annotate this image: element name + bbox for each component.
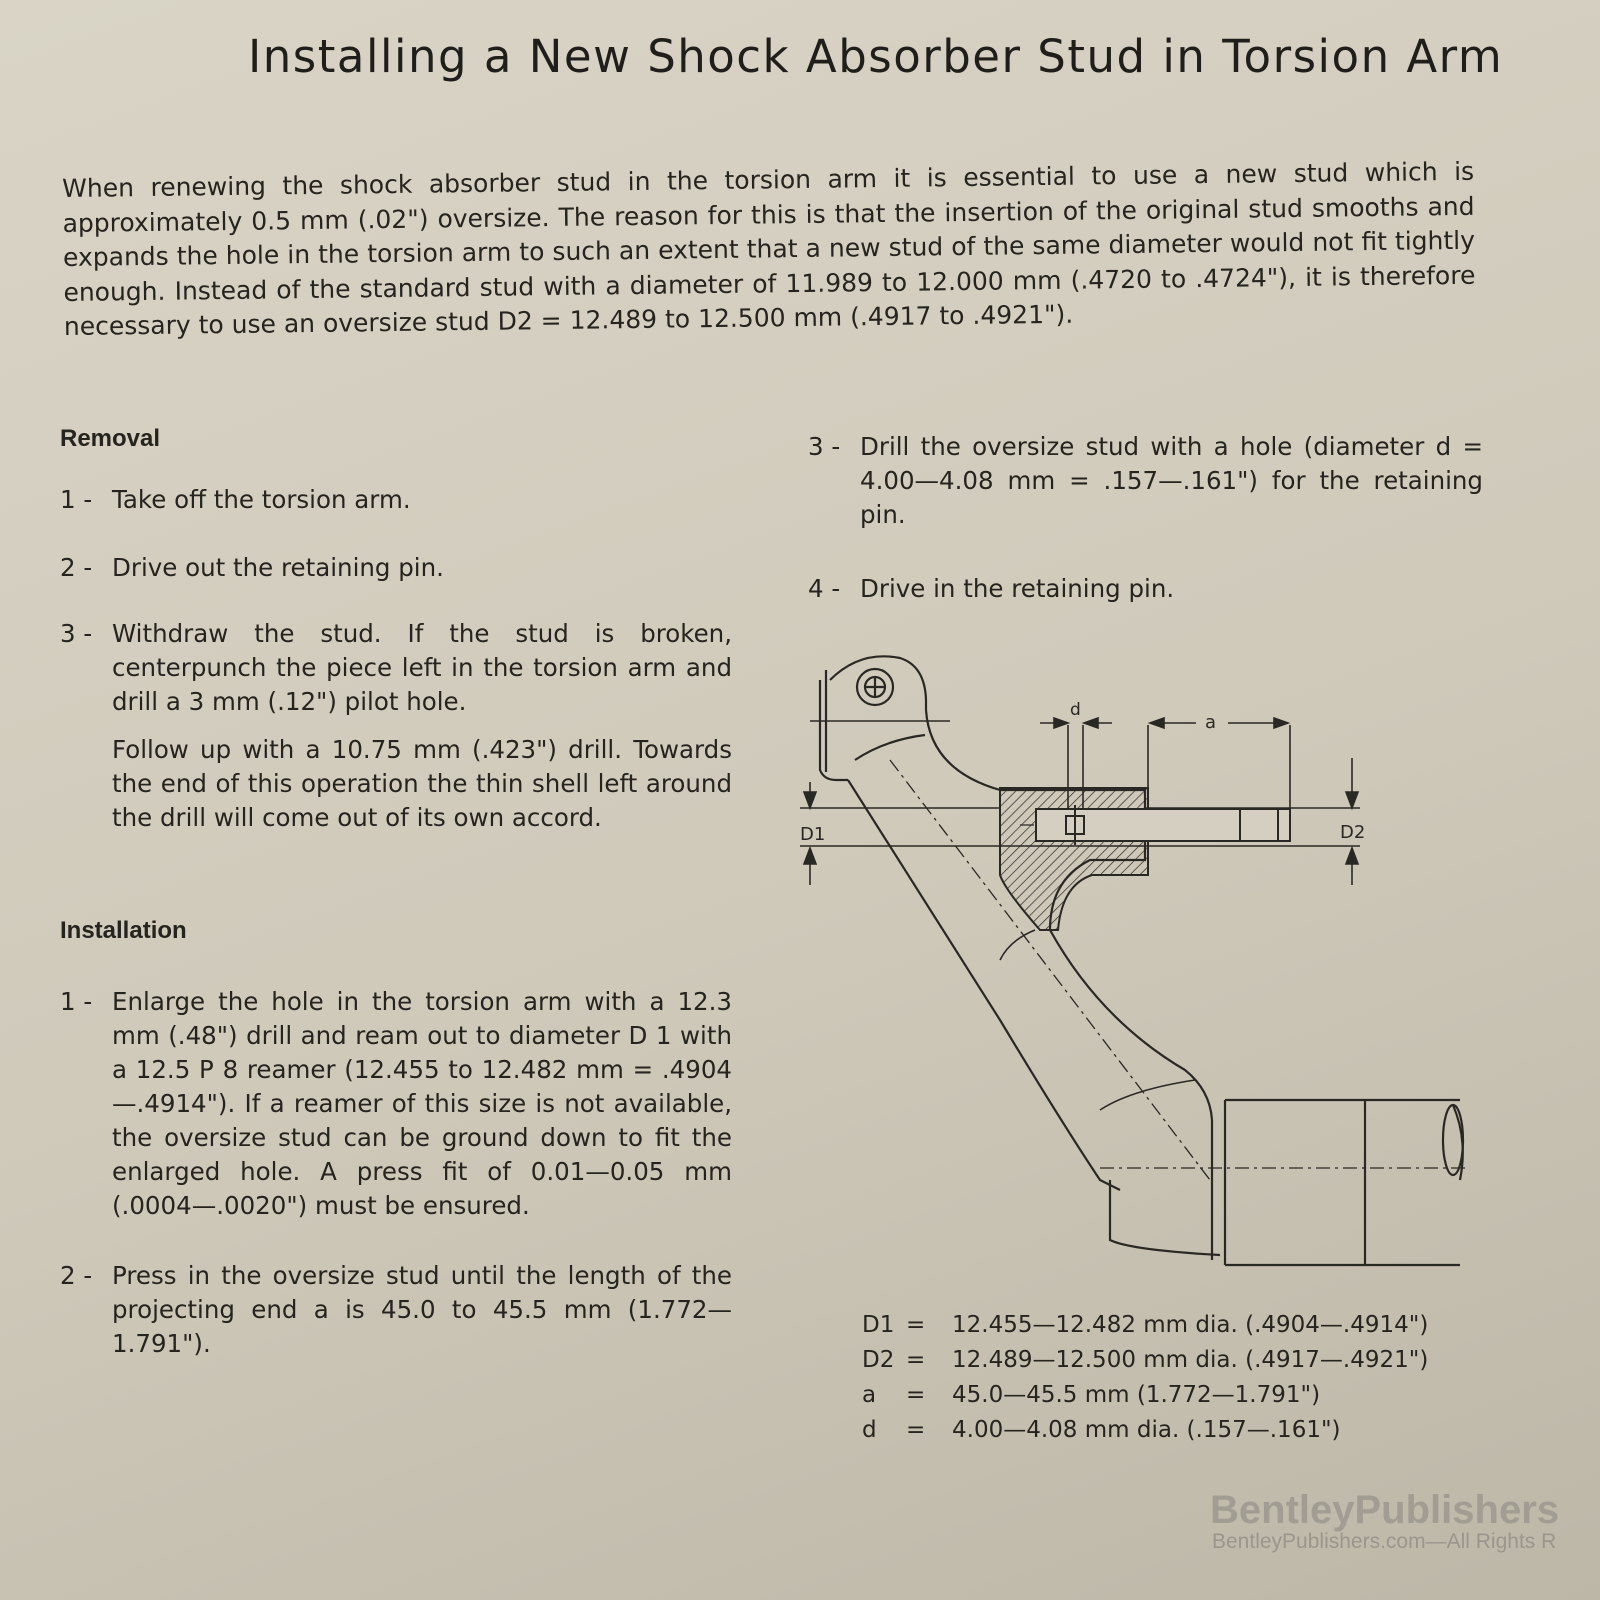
step-number: 2 - bbox=[60, 1261, 93, 1290]
removal-followup: Follow up with a 10.75 mm (.423") drill. Towards the end of this operation the thin shell left around the drill will come out of its own accord. bbox=[112, 735, 732, 832]
torsion-arm-diagram bbox=[800, 640, 1500, 1300]
arm-outline bbox=[810, 656, 1463, 1265]
left-column bbox=[60, 425, 732, 1361]
stud bbox=[1036, 805, 1290, 845]
spec-row bbox=[862, 1413, 1428, 1448]
label-d: d bbox=[1070, 700, 1081, 720]
installation-step-2 bbox=[60, 1259, 732, 1361]
step-text: Press in the oversize stud until the length of the projecting end a is 45.0 to 45.5 mm (1.772—1.791"). bbox=[112, 1261, 732, 1358]
step-text: Drive out the retaining pin. bbox=[112, 553, 444, 582]
spec-symbol: D1 bbox=[862, 1312, 895, 1338]
label-d1: D1 bbox=[800, 824, 826, 845]
installation-step-1 bbox=[60, 985, 732, 1223]
removal-step-1 bbox=[60, 483, 732, 517]
spec-table bbox=[862, 1308, 1428, 1448]
spec-value: 12.455—12.482 mm dia. (.4904—.4914") bbox=[952, 1312, 1429, 1338]
spec-row bbox=[862, 1308, 1428, 1343]
watermark-url: BentleyPublishers.com—All Rights R bbox=[1212, 1530, 1557, 1553]
label-a: a bbox=[1205, 712, 1217, 733]
removal-heading: Removal bbox=[60, 425, 161, 452]
spec-equals: = bbox=[906, 1382, 926, 1408]
step-number: 4 - bbox=[808, 574, 841, 603]
watermark-brand: BentleyPublishers bbox=[1210, 1488, 1560, 1532]
step-number: 3 - bbox=[60, 619, 93, 648]
right-column bbox=[808, 430, 1483, 606]
removal-step-2 bbox=[60, 551, 732, 585]
spec-symbol: d bbox=[862, 1417, 877, 1443]
installation-step-3 bbox=[808, 430, 1483, 532]
spec-symbol: a bbox=[862, 1382, 877, 1408]
step-text: Drive in the retaining pin. bbox=[860, 574, 1175, 603]
step-number: 1 - bbox=[60, 987, 93, 1016]
removal-step-3 bbox=[60, 617, 732, 719]
page-title: Installing a New Shock Absorber Stud in Torsion Arm bbox=[248, 30, 1504, 83]
spec-row bbox=[862, 1378, 1428, 1413]
spec-value: 45.0—45.5 mm (1.772—1.791") bbox=[952, 1382, 1321, 1408]
spec-equals: = bbox=[906, 1347, 926, 1373]
intro-paragraph: When renewing the shock absorber stud in the torsion arm it is essential to use a new stud which is approximately 0.5 mm (.02") oversize. The reason for this is that the insertion of the original stud smooths and expands the hole in the torsion arm to such an extent that a new stud of the same diameter would not fit tightly enough. Instead of the standard stud with a diameter of 11.989 to 12.000 mm (.4720 to .4724"), it is therefore necessary to use an oversize stud D2 = 12.489 to 12.500 mm (.4917 to .4921"). bbox=[62, 156, 1476, 341]
spec-equals: = bbox=[906, 1417, 926, 1443]
step-text: Withdraw the stud. If the stud is broken, centerpunch the piece left in the torsion arm and drill a 3 mm (.12") pilot hole. bbox=[112, 619, 732, 716]
spec-row bbox=[862, 1343, 1428, 1378]
label-d2: D2 bbox=[1340, 822, 1366, 843]
step-text: Enlarge the hole in the torsion arm with a 12.3 mm (.48") drill and ream out to diameter D 1 with a 12.5 P 8 reamer (12.455 to 12.482 mm = .4904—.4914"). If a reamer of this size is not available, the oversize stud can be ground down to fit the enlarged hole. A press fit of 0.01—0.05 mm (.0004—.0020") must be ensured. bbox=[112, 987, 732, 1220]
step-text: Take off the torsion arm. bbox=[112, 485, 411, 514]
installation-step-4 bbox=[808, 572, 1483, 606]
step-number: 2 - bbox=[60, 553, 93, 582]
installation-heading: Installation bbox=[60, 917, 187, 944]
step-number: 3 - bbox=[808, 432, 841, 461]
spec-value: 12.489—12.500 mm dia. (.4917—.4921") bbox=[952, 1347, 1429, 1373]
step-text: Drill the oversize stud with a hole (diameter d = 4.00—4.08 mm = .157—.161") for the retaining pin. bbox=[860, 432, 1483, 529]
step-number: 1 - bbox=[60, 485, 93, 514]
spec-value: 4.00—4.08 mm dia. (.157—.161") bbox=[952, 1417, 1341, 1443]
spec-equals: = bbox=[906, 1312, 926, 1338]
spec-symbol: D2 bbox=[862, 1347, 895, 1373]
